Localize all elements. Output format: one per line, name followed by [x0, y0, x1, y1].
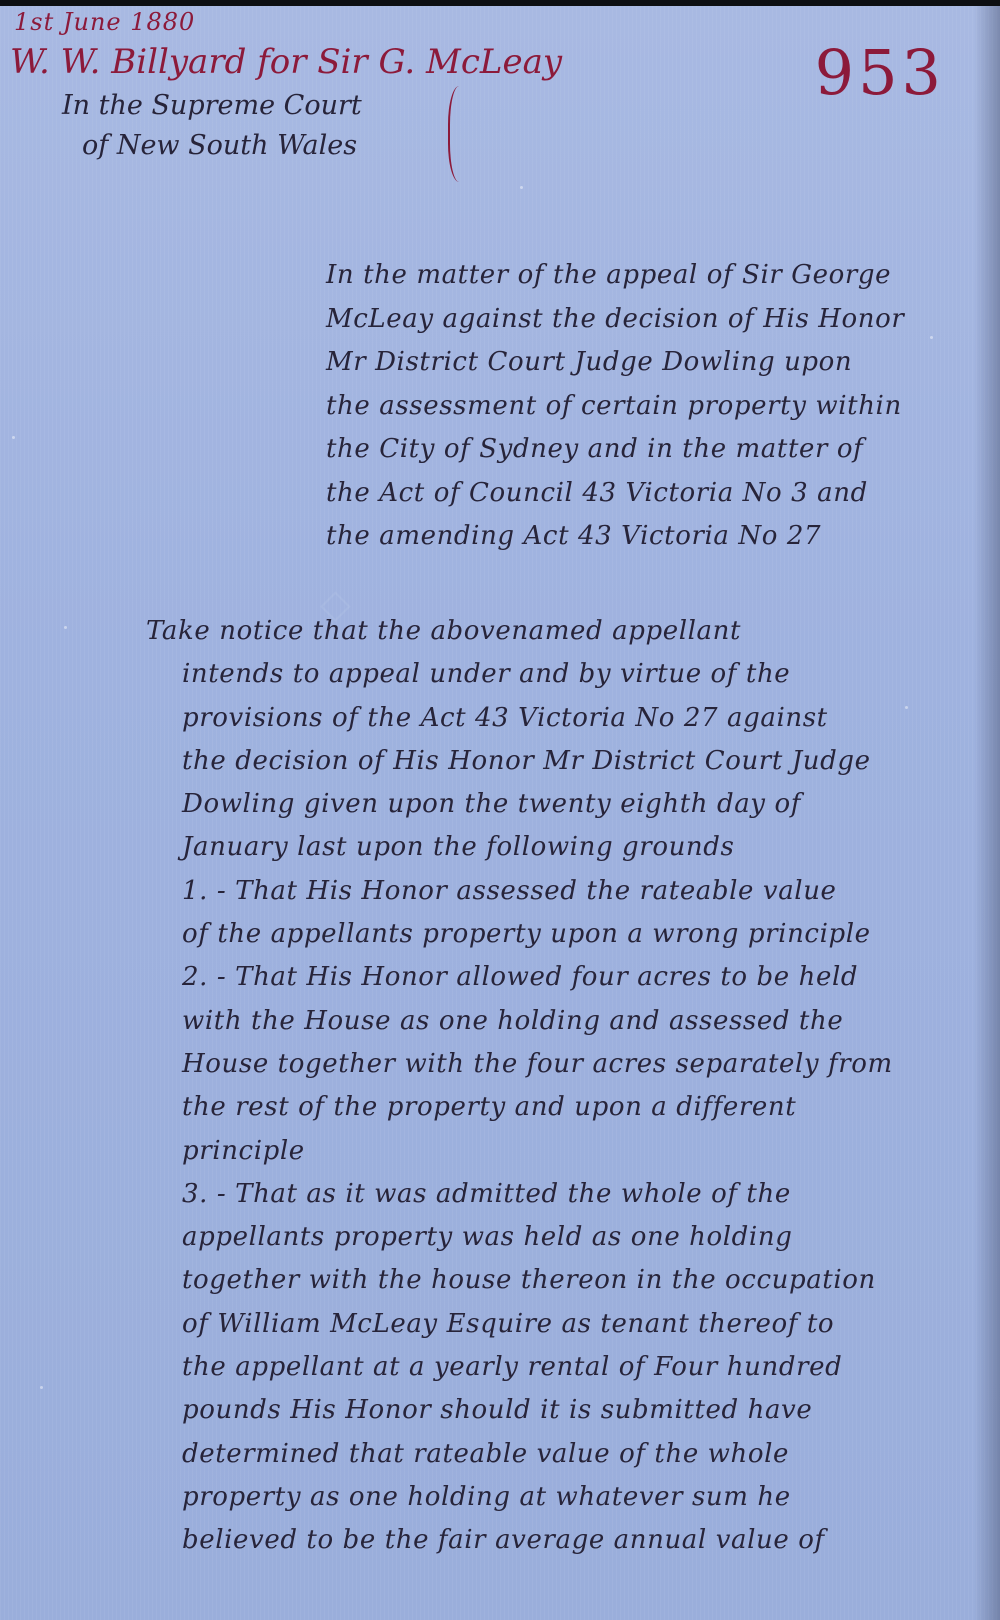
body-line: the decision of His Honor Mr District Court Judge: [182, 745, 871, 776]
body-line: pounds His Honor should it is submitted have: [182, 1395, 813, 1426]
matter-line: McLeay against the decision of His Honor: [326, 303, 905, 334]
body-line: with the House as one holding and assessed the: [182, 1005, 844, 1036]
brace-mark: [448, 86, 476, 182]
body-line: January last upon the following grounds: [182, 832, 735, 863]
matter-line: In the matter of the appeal of Sir George: [326, 260, 892, 290]
matter-line: the amending Act 43 Victoria No 27: [326, 521, 822, 551]
court-title-line-2: of New South Wales: [82, 130, 358, 161]
paper-speck: [520, 186, 523, 189]
matter-line: the Act of Council 43 Victoria No 3 and: [326, 477, 868, 508]
folio-number: 953: [814, 36, 945, 109]
body-line: House together with the four acres separately from: [182, 1048, 893, 1079]
body-line: Take notice that the abovenamed appellant: [146, 616, 742, 646]
ground-3-line: 3. - That as it was admitted the whole of the: [182, 1178, 791, 1209]
attorney-note: W. W. Billyard for Sir G. McLeay: [10, 42, 563, 82]
manuscript-page: [0, 6, 1000, 1620]
paper-speck: [12, 436, 15, 439]
body-line: believed to be the fair average annual value of: [182, 1525, 825, 1556]
body-line: the rest of the property and upon a different: [182, 1092, 797, 1123]
court-title-line-1: In the Supreme Court: [62, 90, 362, 121]
body-line: together with the house thereon in the occupation: [182, 1265, 876, 1296]
date-note: 1st June 1880: [14, 8, 196, 36]
body-line: principle: [182, 1135, 305, 1166]
matter-heading: [326, 254, 986, 559]
body-line: intends to appeal under and by virtue of the: [182, 659, 791, 690]
body-line: property as one holding at whatever sum he: [182, 1481, 791, 1512]
matter-line: Mr District Court Judge Dowling upon: [326, 347, 853, 377]
paper-speck: [905, 706, 908, 709]
paper-speck: [64, 626, 67, 629]
body-line: of William McLeay Esquire as tenant thereof to: [182, 1308, 835, 1339]
body-line: determined that rateable value of the whole: [182, 1438, 790, 1469]
body-line: of the appellants property upon a wrong principle: [182, 919, 871, 950]
body-line: the appellant at a yearly rental of Four hundred: [182, 1352, 843, 1383]
body-line: Dowling given upon the twenty eighth day of: [182, 789, 801, 820]
paper-speck: [930, 336, 933, 339]
ground-1-line: 1. - That His Honor assessed the rateable value: [182, 875, 837, 906]
ground-2-line: 2. - That His Honor allowed four acres to be held: [182, 962, 859, 993]
body-line: provisions of the Act 43 Victoria No 27 against: [182, 702, 828, 733]
matter-line: the City of Sydney and in the matter of: [326, 434, 864, 464]
paper-watermark: ◇: [320, 581, 351, 627]
matter-line: the assessment of certain property within: [326, 390, 902, 421]
notice-body: [146, 610, 982, 1563]
paper-speck: [40, 1386, 43, 1389]
body-line: appellants property was held as one holding: [182, 1222, 793, 1253]
